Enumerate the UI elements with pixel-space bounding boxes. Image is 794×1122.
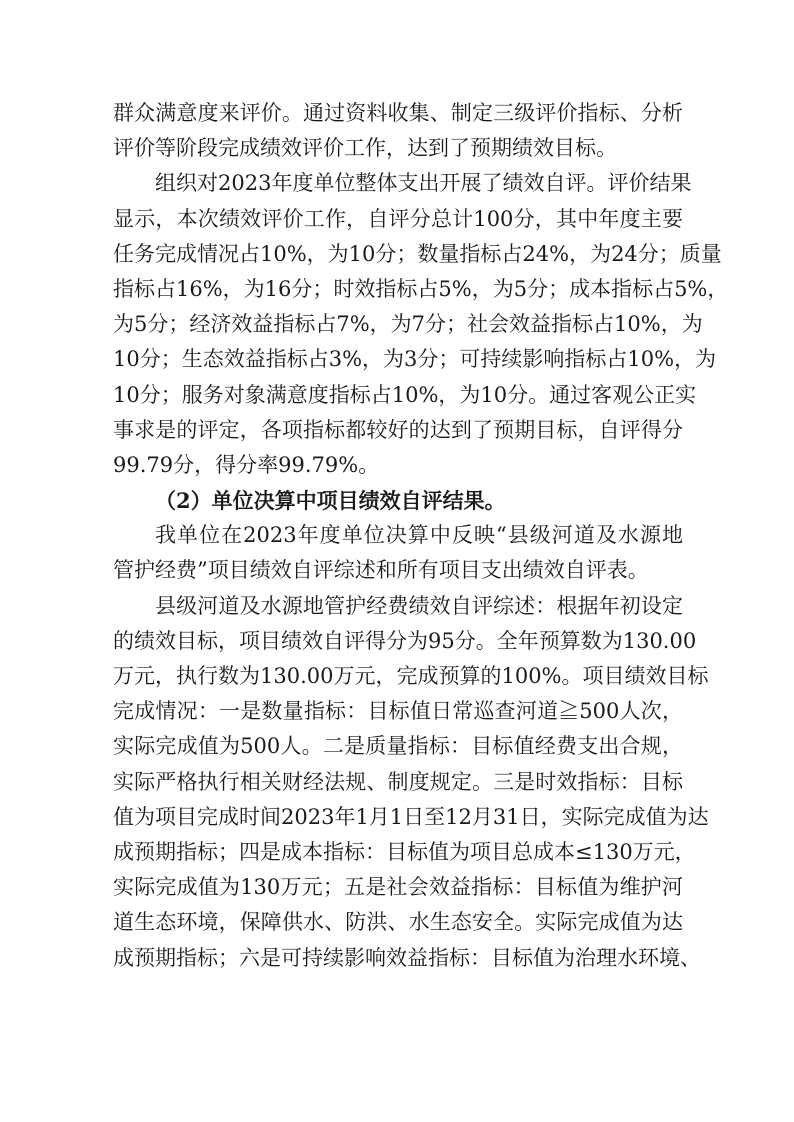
text-line: 事求是的评定，各项指标都较好的达到了预期目标，自评得分 <box>113 417 683 442</box>
text-line: 组织对2023年度单位整体支出开展了绩效自评。评价结果 <box>155 171 692 196</box>
text-line: 99.79分，得分率99.79%。 <box>113 452 380 477</box>
text-line: 实际严格执行相关财经法规、制度规定。三是时效指标：目标 <box>113 769 683 794</box>
text-line: 县级河道及水源地管护经费绩效自评综述：根据年初设定 <box>155 593 683 618</box>
text-line: 我单位在2023年度单位决算中反映“县级河道及水源地 <box>155 523 683 548</box>
text-line: 道生态环境，保障供水、防洪、水生态安全。实际完成值为达 <box>113 910 683 935</box>
text-line: 管护经费”项目绩效自评综述和所有项目支出绩效自评表。 <box>113 558 649 583</box>
text-line: 任务完成情况占10%，为10分；数量指标占24%，为24分；质量 <box>113 241 722 266</box>
text-line: 指标占16%，为16分；时效指标占5%，为5分；成本指标占5%， <box>113 276 729 301</box>
text-line: 10分；服务对象满意度指标占10%，为10分。通过客观公正实 <box>113 382 697 407</box>
text-line: 的绩效目标，项目绩效自评得分为95分。全年预算数为130.00 <box>113 628 697 653</box>
text-line: 完成情况：一是数量指标：目标值日常巡查河道≧500人次， <box>113 699 683 724</box>
text-line: 显示，本次绩效评价工作，自评分总计100分，其中年度主要 <box>113 206 683 231</box>
document-page <box>113 96 729 976</box>
text-line: 值为项目完成时间2023年1月1日至12月31日，实际完成值为达 <box>113 804 709 829</box>
text-line: 万元，执行数为130.00万元，完成预算的100%。项目绩效目标 <box>113 664 709 688</box>
section-heading: （2）单位决算中项目绩效自评结果。 <box>155 488 506 514</box>
text-line: 成预期指标；四是成本指标：目标值为项目总成本≤130万元， <box>113 839 696 864</box>
text-line: 评价等阶段完成绩效评价工作，达到了预期绩效目标。 <box>113 136 617 161</box>
text-line: 成预期指标；六是可持续影响效益指标：目标值为治理水环境、 <box>113 945 701 970</box>
text-line: 群众满意度来评价。通过资料收集、制定三级评价指标、分析 <box>113 101 683 125</box>
text-line: 实际完成值为130万元；五是社会效益指标：目标值为维护河 <box>113 875 683 900</box>
text-line: 10分；生态效益指标占3%，为3分；可持续影响指标占10%，为 <box>113 347 717 372</box>
text-line: 实际完成值为500人。二是质量指标：目标值经费支出合规， <box>113 734 683 759</box>
text-line: 为5分；经济效益指标占7%，为7分；社会效益指标占10%，为 <box>113 312 703 337</box>
